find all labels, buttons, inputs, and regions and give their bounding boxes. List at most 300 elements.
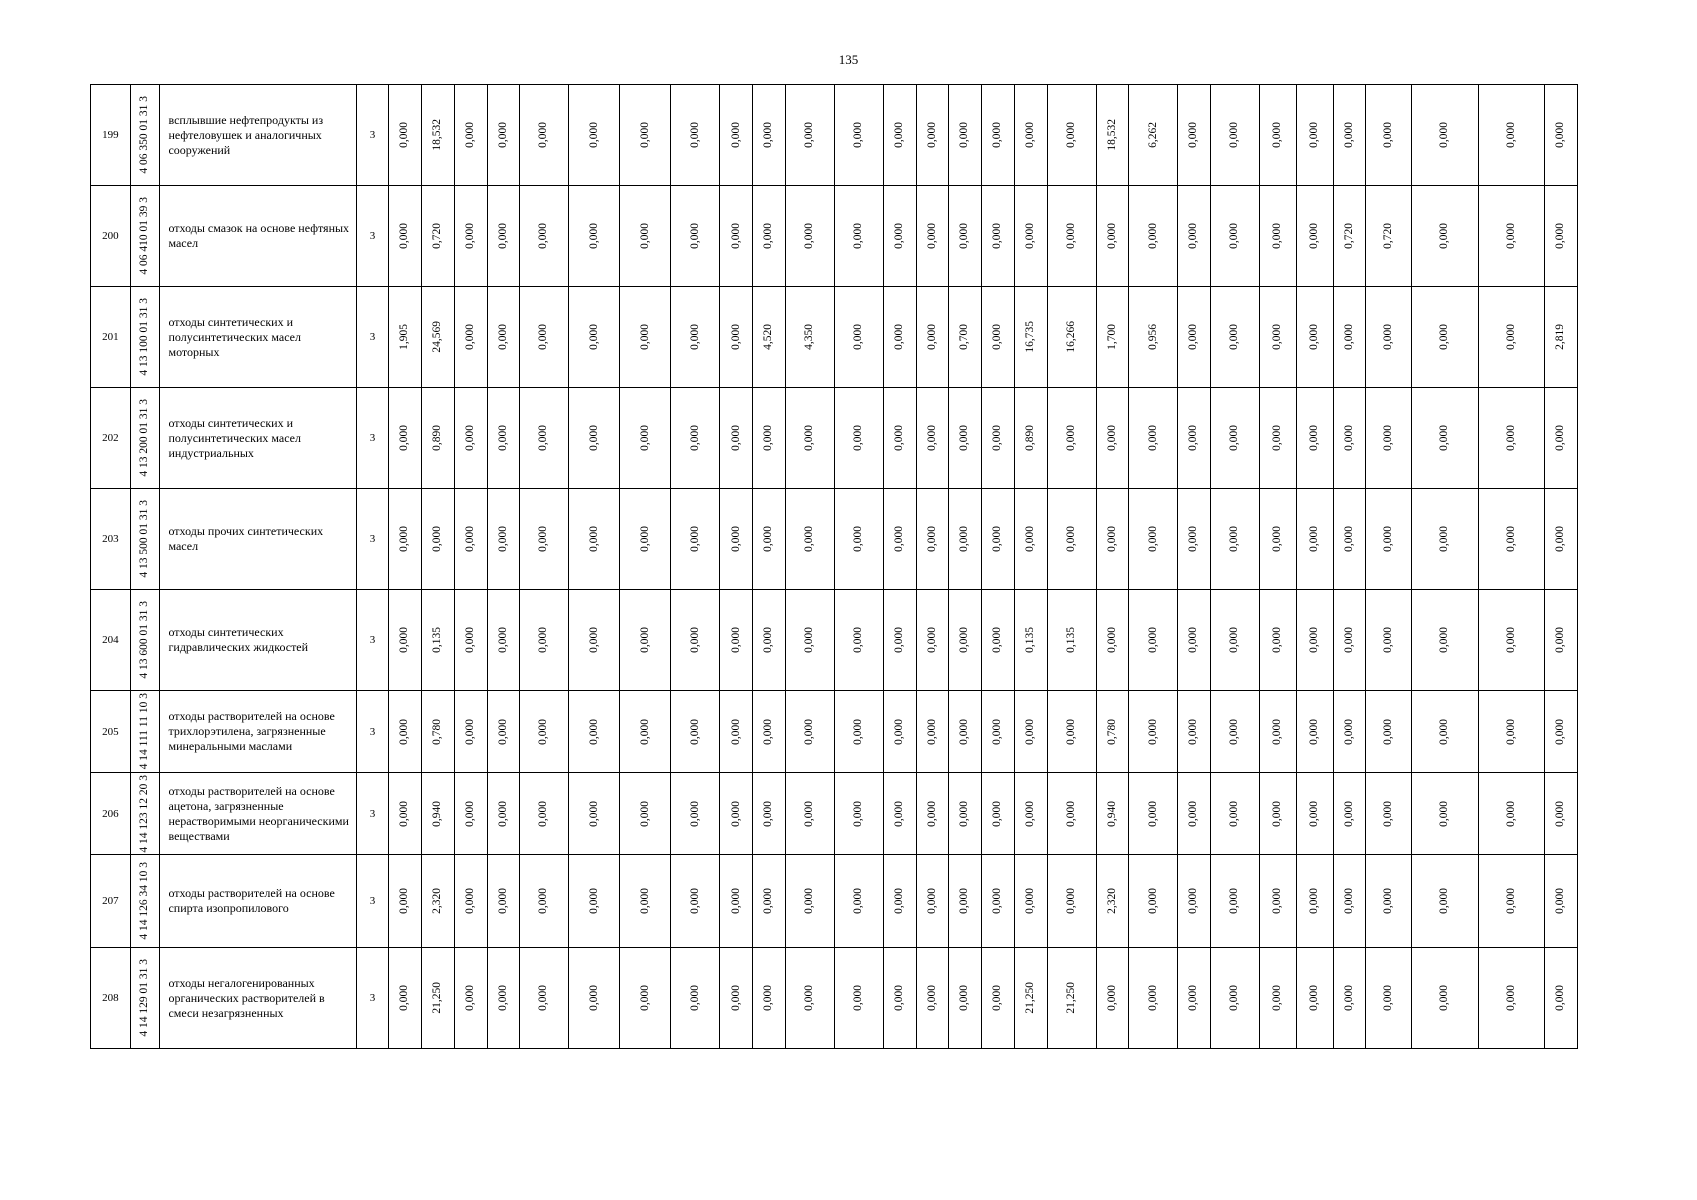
- value-cell: [982, 186, 1015, 287]
- value-cell-text: 0,890: [431, 425, 444, 451]
- value-cell: [569, 489, 620, 590]
- waste-code-cell: [130, 388, 160, 489]
- value-cell-text: 0,000: [496, 888, 509, 914]
- value-cell-text: 0,000: [1438, 985, 1451, 1011]
- value-cell-text: 0,000: [1307, 985, 1320, 1011]
- value-cell: [1178, 489, 1211, 590]
- value-cell: [1014, 855, 1047, 948]
- value-cell: [1129, 388, 1178, 489]
- value-cell: [454, 948, 487, 1049]
- value-cell-text: 0,000: [1187, 324, 1200, 350]
- value-cell: [1260, 948, 1297, 1049]
- waste-description-cell: отходы растворителей на основе ацетона, загрязненные нерастворимыми неорганическими веществами: [160, 773, 356, 855]
- value-cell-text: 0,000: [1146, 223, 1159, 249]
- value-cell-text: 0,000: [1023, 800, 1036, 827]
- value-cell: [753, 948, 786, 1049]
- value-cell-text: 0,000: [537, 425, 550, 451]
- value-cell: [1014, 287, 1047, 388]
- value-cell: [1047, 948, 1096, 1049]
- hazard-class-cell: 3: [356, 287, 389, 388]
- value-cell-text: 21,250: [1064, 982, 1077, 1014]
- value-cell: [422, 186, 455, 287]
- value-cell-text: 4,520: [762, 324, 775, 350]
- value-cell-text: 0,000: [1146, 718, 1159, 745]
- value-cell-text: 0,000: [431, 526, 444, 552]
- value-cell-text: 0,000: [1271, 718, 1284, 745]
- row-number-cell: 204: [91, 590, 131, 691]
- value-cell: [520, 287, 569, 388]
- value-cell: [1260, 773, 1297, 855]
- value-cell: [785, 773, 834, 855]
- value-cell-text: 0,000: [729, 985, 742, 1011]
- value-cell: [1333, 489, 1366, 590]
- value-cell: [1412, 186, 1478, 287]
- value-cell: [620, 186, 671, 287]
- value-cell: [671, 691, 720, 773]
- value-cell-text: 0,000: [1438, 526, 1451, 552]
- value-cell: [753, 691, 786, 773]
- value-cell-text: 0,000: [991, 425, 1004, 451]
- value-cell: [1478, 948, 1544, 1049]
- value-cell: [720, 855, 753, 948]
- value-cell: [569, 287, 620, 388]
- value-cell-text: 0,000: [638, 800, 651, 827]
- value-cell-text: 0,000: [1023, 122, 1036, 148]
- value-cell: [753, 287, 786, 388]
- row-number-cell: 207: [91, 855, 131, 948]
- waste-code-cell: [130, 773, 160, 855]
- value-cell: [1333, 590, 1366, 691]
- value-cell: [753, 489, 786, 590]
- value-cell-text: 0,000: [1504, 223, 1517, 249]
- value-cell-text: 0,000: [1504, 425, 1517, 451]
- value-cell-text: 0,000: [958, 122, 971, 148]
- row-number-cell: 201: [91, 287, 131, 388]
- value-cell-text: 0,000: [1438, 425, 1451, 451]
- value-cell-text: 0,000: [1342, 526, 1355, 552]
- value-cell-text: 0,000: [1307, 800, 1320, 827]
- hazard-class-cell: 3: [356, 590, 389, 691]
- value-cell: [1014, 948, 1047, 1049]
- value-cell: [753, 855, 786, 948]
- value-cell: [1129, 691, 1178, 773]
- row-number-cell: 203: [91, 489, 131, 590]
- value-cell: [1096, 691, 1129, 773]
- value-cell-text: 0,000: [1146, 526, 1159, 552]
- value-cell-text: 2,320: [431, 888, 444, 914]
- value-cell: [1478, 186, 1544, 287]
- value-cell-text: 0,000: [1504, 985, 1517, 1011]
- value-cell-text: 0,000: [496, 223, 509, 249]
- value-cell-text: 0,000: [398, 800, 411, 827]
- value-cell: [916, 855, 949, 948]
- value-cell: [916, 691, 949, 773]
- value-cell-text: 0,000: [537, 985, 550, 1011]
- value-cell-text: 0,135: [1023, 627, 1036, 653]
- value-cell-text: 24,569: [431, 321, 444, 353]
- value-cell: [949, 85, 982, 186]
- value-cell: [569, 773, 620, 855]
- value-cell-text: 0,000: [496, 324, 509, 350]
- value-cell-text: 0,000: [893, 718, 906, 745]
- value-cell: [916, 85, 949, 186]
- value-cell-text: 0,000: [852, 985, 865, 1011]
- value-cell: [720, 489, 753, 590]
- value-cell: [1211, 691, 1260, 773]
- value-cell: [1333, 773, 1366, 855]
- value-cell-text: 0,000: [537, 718, 550, 745]
- value-cell-text: 0,000: [398, 627, 411, 653]
- value-cell-text: 0,000: [1064, 718, 1077, 745]
- value-cell: [1296, 388, 1333, 489]
- value-cell-text: 0,000: [1554, 800, 1567, 827]
- value-cell-text: 0,000: [958, 627, 971, 653]
- value-cell-text: 0,000: [852, 800, 865, 827]
- value-cell: [785, 855, 834, 948]
- value-cell-text: 0,000: [1438, 800, 1451, 827]
- value-cell-text: 0,000: [1504, 324, 1517, 350]
- value-cell: [620, 85, 671, 186]
- value-cell-text: 0,000: [803, 985, 816, 1011]
- value-cell-text: 0,700: [958, 324, 971, 350]
- value-cell-text: 0,000: [688, 627, 701, 653]
- value-cell-text: 0,000: [1382, 627, 1395, 653]
- value-cell-text: 0,000: [729, 526, 742, 552]
- value-cell-text: 0,000: [496, 800, 509, 827]
- value-cell: [1178, 855, 1211, 948]
- value-cell: [422, 85, 455, 186]
- value-cell: [1296, 186, 1333, 287]
- value-cell-text: 0,000: [1382, 985, 1395, 1011]
- value-cell-text: 0,000: [1228, 985, 1241, 1011]
- value-cell-text: 0,000: [729, 223, 742, 249]
- waste-code-cell: [130, 489, 160, 590]
- value-cell: [1211, 948, 1260, 1049]
- value-cell: [1096, 773, 1129, 855]
- value-cell-text: 0,000: [496, 526, 509, 552]
- value-cell-text: 0,000: [398, 718, 411, 745]
- value-cell-text: 0,000: [852, 627, 865, 653]
- value-cell: [520, 388, 569, 489]
- value-cell-text: 0,000: [803, 800, 816, 827]
- value-cell: [1260, 388, 1297, 489]
- value-cell-text: 0,000: [1187, 985, 1200, 1011]
- value-cell: [389, 287, 422, 388]
- value-cell: [883, 590, 916, 691]
- value-cell-text: 0,000: [1307, 888, 1320, 914]
- value-cell: [949, 773, 982, 855]
- value-cell-text: 0,000: [1554, 627, 1567, 653]
- value-cell: [487, 186, 520, 287]
- value-cell: [1014, 85, 1047, 186]
- value-cell-text: 0,000: [1228, 223, 1241, 249]
- value-cell: [569, 388, 620, 489]
- value-cell: [487, 855, 520, 948]
- value-cell-text: 0,720: [1382, 223, 1395, 249]
- waste-description-cell: отходы синтетических гидравлических жидкостей: [160, 590, 356, 691]
- value-cell: [389, 186, 422, 287]
- value-cell-text: 0,000: [537, 223, 550, 249]
- value-cell: [1260, 855, 1297, 948]
- value-cell: [1096, 186, 1129, 287]
- waste-code-cell: [130, 186, 160, 287]
- value-cell: [949, 855, 982, 948]
- waste-code-cell: [130, 85, 160, 186]
- hazard-class-cell: 3: [356, 948, 389, 1049]
- value-cell-text: 0,000: [893, 526, 906, 552]
- hazard-class-cell: 3: [356, 388, 389, 489]
- value-cell-text: 0,720: [431, 223, 444, 249]
- waste-code-cell: [130, 590, 160, 691]
- value-cell: [1047, 388, 1096, 489]
- value-cell: [671, 948, 720, 1049]
- value-cell-text: 0,000: [803, 425, 816, 451]
- value-cell-text: 0,000: [893, 425, 906, 451]
- value-cell-text: 0,000: [925, 888, 938, 914]
- value-cell: [389, 773, 422, 855]
- hazard-class-cell: 3: [356, 489, 389, 590]
- value-cell-text: 0,000: [587, 718, 600, 745]
- value-cell-text: 0,000: [958, 526, 971, 552]
- value-cell-text: 0,000: [638, 324, 651, 350]
- value-cell-text: 0,000: [537, 122, 550, 148]
- value-cell-text: 0,000: [1105, 526, 1118, 552]
- value-cell-text: 0,000: [688, 425, 701, 451]
- hazard-class-cell: 3: [356, 691, 389, 773]
- value-cell-text: 0,000: [537, 627, 550, 653]
- value-cell: [834, 489, 883, 590]
- value-cell-text: 0,000: [729, 425, 742, 451]
- value-cell-text: 0,000: [1023, 526, 1036, 552]
- waste-code-cell-text: 4 06 410 01 39 3: [138, 197, 151, 275]
- value-cell: [454, 590, 487, 691]
- table-row: [91, 773, 1578, 855]
- value-cell-text: 0,000: [688, 800, 701, 827]
- value-cell-text: 0,000: [925, 122, 938, 148]
- value-cell-text: 0,000: [587, 223, 600, 249]
- value-cell: [982, 948, 1015, 1049]
- value-cell: [520, 691, 569, 773]
- value-cell-text: 0,000: [1271, 425, 1284, 451]
- value-cell: [1129, 287, 1178, 388]
- row-number-cell: 202: [91, 388, 131, 489]
- waste-code-cell-text: 4 14 111 11 10 3: [138, 693, 151, 770]
- table-row: [91, 287, 1578, 388]
- value-cell: [834, 388, 883, 489]
- value-cell-text: 0,000: [1271, 800, 1284, 827]
- value-cell-text: 21,250: [1023, 982, 1036, 1014]
- value-cell: [1545, 388, 1578, 489]
- value-cell: [1211, 388, 1260, 489]
- value-cell: [1178, 773, 1211, 855]
- value-cell-text: 0,000: [803, 122, 816, 148]
- value-cell-text: 0,000: [1504, 122, 1517, 148]
- value-cell: [1478, 388, 1544, 489]
- waste-table: [90, 84, 1578, 1049]
- value-cell: [671, 489, 720, 590]
- value-cell-text: 0,000: [537, 888, 550, 914]
- value-cell-text: 0,000: [1382, 800, 1395, 827]
- value-cell-text: 18,532: [431, 119, 444, 151]
- waste-description-cell: отходы растворителей на основе спирта изопропилового: [160, 855, 356, 948]
- value-cell: [389, 948, 422, 1049]
- value-cell-text: 0,000: [587, 425, 600, 451]
- value-cell-text: 0,000: [1307, 627, 1320, 653]
- value-cell-text: 0,000: [958, 800, 971, 827]
- value-cell-text: 0,000: [463, 223, 476, 249]
- value-cell: [1129, 948, 1178, 1049]
- value-cell-text: 0,000: [537, 800, 550, 827]
- value-cell-text: 0,000: [463, 526, 476, 552]
- value-cell-text: 0,000: [1228, 122, 1241, 148]
- value-cell: [1096, 590, 1129, 691]
- value-cell: [720, 773, 753, 855]
- value-cell-text: 0,000: [1554, 425, 1567, 451]
- value-cell-text: 0,000: [852, 324, 865, 350]
- value-cell: [569, 855, 620, 948]
- value-cell: [834, 186, 883, 287]
- value-cell-text: 0,000: [1504, 627, 1517, 653]
- value-cell: [389, 85, 422, 186]
- hazard-class-cell: 3: [356, 85, 389, 186]
- value-cell-text: 0,000: [729, 888, 742, 914]
- value-cell: [620, 287, 671, 388]
- value-cell: [1014, 773, 1047, 855]
- value-cell: [720, 590, 753, 691]
- value-cell-text: 0,000: [1504, 718, 1517, 745]
- value-cell: [883, 773, 916, 855]
- value-cell: [982, 85, 1015, 186]
- value-cell: [569, 590, 620, 691]
- value-cell: [487, 590, 520, 691]
- value-cell-text: 1,905: [398, 324, 411, 350]
- value-cell: [1366, 948, 1412, 1049]
- value-cell: [1211, 590, 1260, 691]
- value-cell-text: 0,780: [1105, 718, 1118, 745]
- value-cell: [982, 489, 1015, 590]
- value-cell-text: 0,000: [1554, 122, 1567, 148]
- value-cell: [520, 186, 569, 287]
- value-cell-text: 0,000: [1064, 425, 1077, 451]
- value-cell: [834, 85, 883, 186]
- value-cell: [1545, 489, 1578, 590]
- value-cell: [1260, 489, 1297, 590]
- value-cell: [785, 489, 834, 590]
- value-cell-text: 0,000: [537, 526, 550, 552]
- value-cell: [569, 186, 620, 287]
- value-cell-text: 0,000: [496, 425, 509, 451]
- value-cell-text: 0,000: [1228, 324, 1241, 350]
- value-cell: [422, 855, 455, 948]
- value-cell-text: 0,000: [991, 324, 1004, 350]
- table-row: [91, 948, 1578, 1049]
- value-cell-text: 0,135: [431, 627, 444, 653]
- value-cell-text: 0,000: [893, 223, 906, 249]
- value-cell-text: 0,000: [1187, 718, 1200, 745]
- value-cell-text: 0,000: [852, 718, 865, 745]
- value-cell-text: 0,000: [762, 627, 775, 653]
- value-cell: [1047, 855, 1096, 948]
- value-cell-text: 0,000: [638, 425, 651, 451]
- value-cell-text: 0,000: [1228, 888, 1241, 914]
- value-cell-text: 0,000: [1438, 888, 1451, 914]
- value-cell: [1178, 388, 1211, 489]
- value-cell-text: 0,000: [1307, 223, 1320, 249]
- value-cell: [916, 489, 949, 590]
- value-cell: [1047, 489, 1096, 590]
- value-cell: [1545, 85, 1578, 186]
- waste-code-cell: [130, 287, 160, 388]
- value-cell-text: 4,350: [803, 324, 816, 350]
- waste-code-cell-text: 4 14 123 12 20 3: [138, 774, 151, 853]
- value-cell: [1129, 773, 1178, 855]
- value-cell-text: 0,000: [1023, 718, 1036, 745]
- value-cell: [1178, 287, 1211, 388]
- value-cell: [487, 388, 520, 489]
- value-cell-text: 0,000: [688, 985, 701, 1011]
- value-cell-text: 0,000: [1187, 526, 1200, 552]
- value-cell-text: 0,000: [1271, 627, 1284, 653]
- value-cell: [1211, 773, 1260, 855]
- value-cell: [1333, 287, 1366, 388]
- value-cell-text: 0,000: [1342, 985, 1355, 1011]
- value-cell: [834, 855, 883, 948]
- value-cell-text: 0,000: [893, 324, 906, 350]
- value-cell-text: 0,000: [1271, 985, 1284, 1011]
- value-cell: [982, 773, 1015, 855]
- value-cell: [454, 287, 487, 388]
- value-cell-text: 16,266: [1064, 321, 1077, 353]
- value-cell-text: 0,000: [1105, 985, 1118, 1011]
- value-cell-text: 0,940: [431, 800, 444, 827]
- value-cell: [949, 489, 982, 590]
- value-cell-text: 0,000: [1307, 718, 1320, 745]
- value-cell: [916, 948, 949, 1049]
- table-row: [91, 691, 1578, 773]
- table-row: [91, 388, 1578, 489]
- value-cell: [834, 691, 883, 773]
- waste-description-cell: отходы синтетических и полусинтетических масел индустриальных: [160, 388, 356, 489]
- value-cell-text: 0,000: [463, 718, 476, 745]
- table-row: [91, 590, 1578, 691]
- value-cell-text: 0,000: [1023, 888, 1036, 914]
- value-cell: [389, 855, 422, 948]
- value-cell-text: 0,000: [1438, 627, 1451, 653]
- value-cell-text: 0,000: [925, 985, 938, 1011]
- value-cell: [569, 691, 620, 773]
- value-cell-text: 0,000: [1271, 526, 1284, 552]
- value-cell: [389, 691, 422, 773]
- value-cell-text: 0,000: [1105, 627, 1118, 653]
- value-cell: [753, 388, 786, 489]
- value-cell: [1014, 388, 1047, 489]
- value-cell-text: 0,000: [852, 425, 865, 451]
- value-cell-text: 0,000: [958, 223, 971, 249]
- value-cell-text: 0,000: [729, 718, 742, 745]
- value-cell: [389, 590, 422, 691]
- value-cell-text: 0,000: [1064, 800, 1077, 827]
- value-cell-text: 0,000: [762, 718, 775, 745]
- value-cell-text: 0,000: [925, 324, 938, 350]
- value-cell: [1545, 287, 1578, 388]
- waste-description-cell: отходы смазок на основе нефтяных масел: [160, 186, 356, 287]
- value-cell-text: 0,000: [1064, 888, 1077, 914]
- value-cell: [1296, 590, 1333, 691]
- value-cell-text: 0,000: [958, 718, 971, 745]
- table-row: [91, 85, 1578, 186]
- row-number-cell: 206: [91, 773, 131, 855]
- waste-code-cell-text: 4 13 500 01 31 3: [138, 500, 151, 578]
